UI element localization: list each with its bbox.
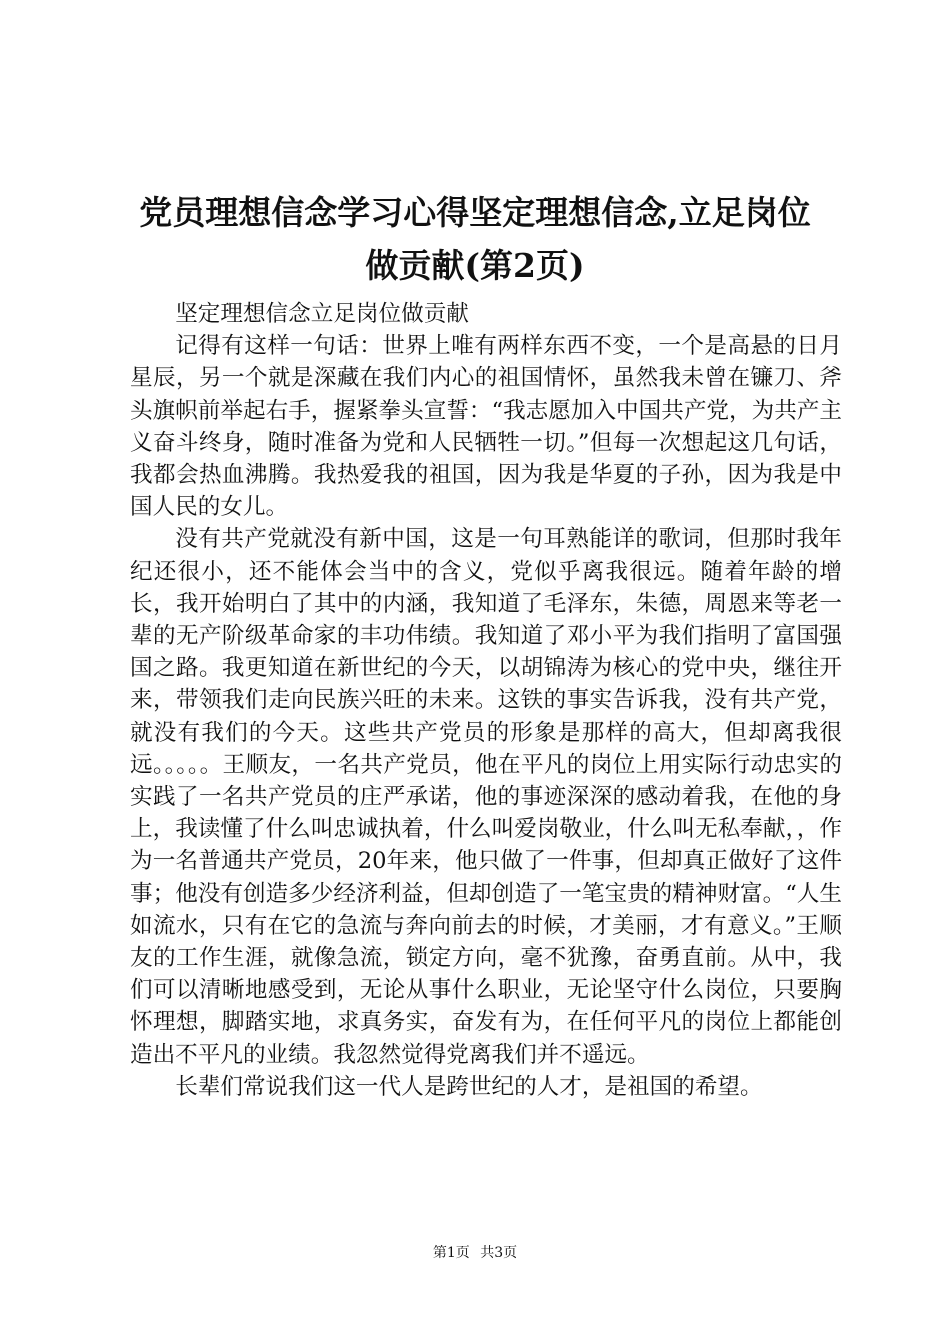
body-paragraph: 记得有这样一句话：世界上唯有两样东西不变，一个是高悬的日月星辰，另一个就是深藏在我们内心的祖国情怀，虽然我未曾在镰刀、斧头旗帜前举起右手，握紧拳头宣誓：“我志愿加入中国共产党，为共产主义奋斗终身，随时准备为党和人民牺牲一切。”但每一次想起这几句话，我都会热血沸腾。我热爱我的祖国，因为我是华夏的子孙，因为我是中国人民的女儿。 (130, 333, 842, 521)
subtitle-paragraph: 坚定理想信念立足岗位做贡献 (175, 301, 469, 327)
document-body (130, 298, 842, 1103)
body-paragraph: 长辈们常说我们这一代人是跨世纪的人才，是祖国的希望。 (175, 1073, 763, 1100)
document-title: 党员理想信念学习心得坚定理想信念,立足岗位做贡献(第2页) (139, 193, 811, 285)
page-number: 第1页 (432, 1245, 470, 1261)
page-footer (0, 1243, 950, 1263)
page-total: 共3页 (480, 1245, 518, 1261)
body-paragraph: 没有共产党就没有新中国，这是一句耳熟能详的歌词，但那时我年纪还很小，还不能体会当中的含义，党似乎离我很远。随着年龄的增长，我开始明白了其中的内涵，我知道了毛泽东，朱德，周恩来等老一辈的无产阶级革命家的丰功伟绩。我知道了邓小平为我们指明了富国强国之路。我更知道在新世纪的今天，以胡锦涛为核心的党中央，继往开来，带领我们走向民族兴旺的未来。这铁的事实告诉我，没有共产党，就没有我们的今天。这些共产党员的形象是那样的高大，但却离我很远。。。。。王顺友，一名共产党员，他在平凡的岗位上用实际行动忠实的实践了一名共产党员的庄严承诺，他的事迹深深的感动着我，在他的身上，我读懂了什么叫忠诚执着，什么叫爱岗敬业，什么叫无私奉献，，作为一名普通共产党员，20年来，他只做了一件事，但却真正做好了这件事；他没有创造多少经济利益，但却创造了一笔宝贵的精神财富。“人生如流水，只有在它的急流与奔向前去的时候，才美丽，才有意义。”王顺友的工作生涯，就像急流，锁定方向，毫不犹豫，奋勇直前。从中，我们可以清晰地感受到，无论从事什么职业，无论坚守什么岗位，只要胸怀理想，脚踏实地，求真务实，奋发有为，在任何平凡的岗位上都能创造出不平凡的业绩。我忽然觉得党离我们并不遥远。 (130, 526, 842, 1068)
